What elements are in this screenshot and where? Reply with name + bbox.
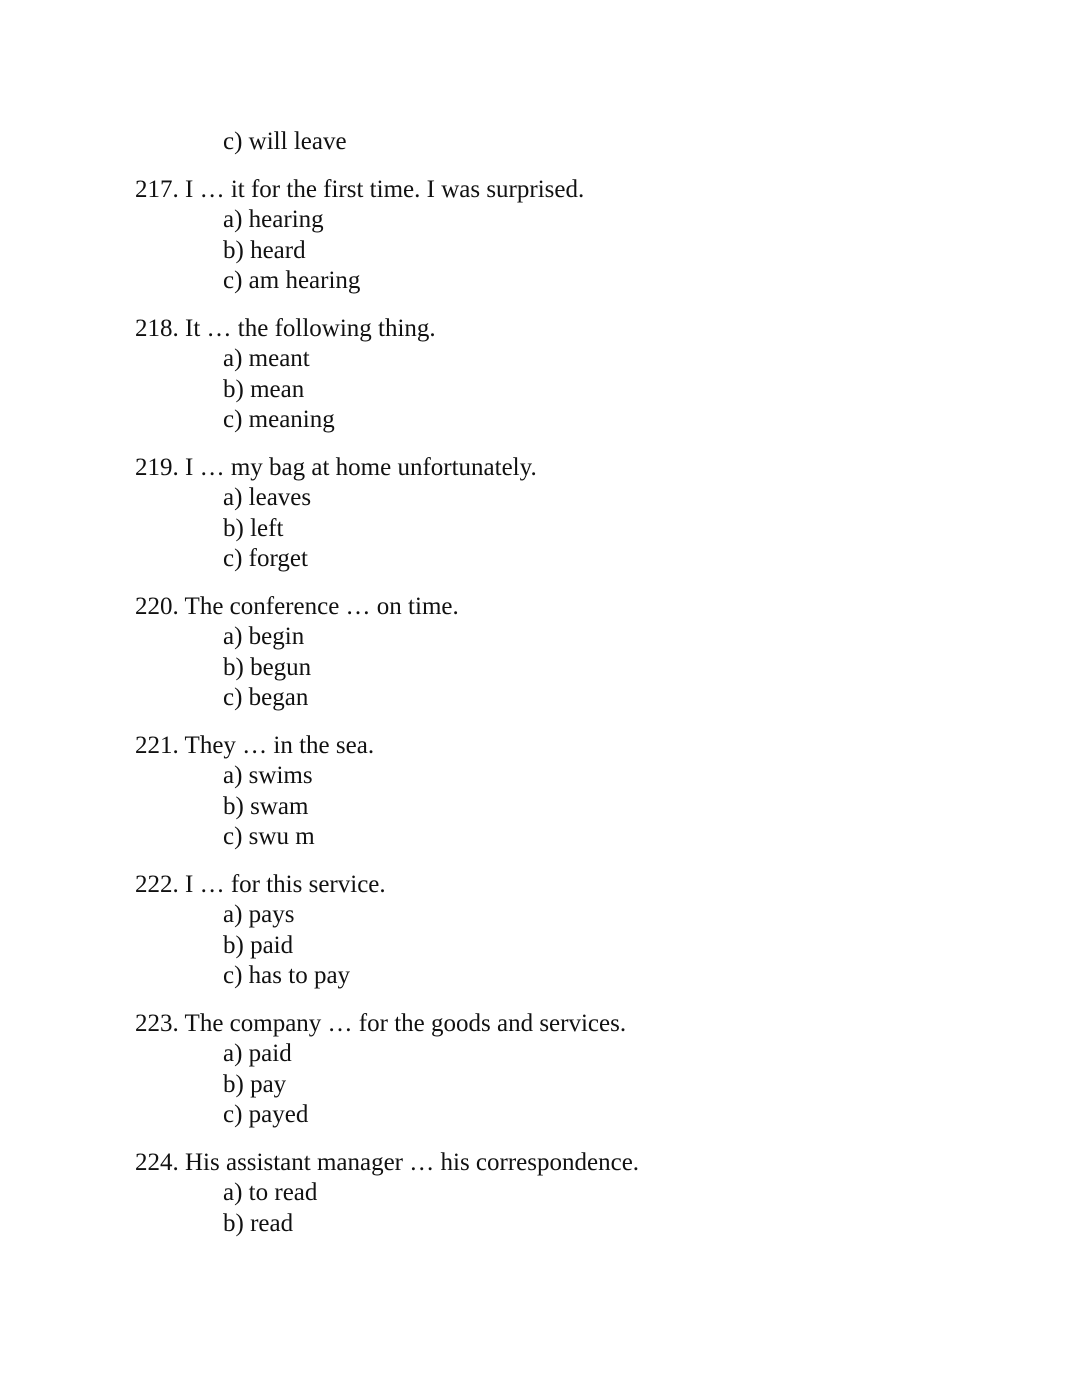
question-block — [0, 870, 1080, 992]
question-text: 223. The company … for the goods and services. — [135, 1009, 627, 1037]
question-text: 221. They … in the sea. — [135, 731, 375, 759]
answer-option: a) leaves — [223, 484, 312, 511]
question-block — [0, 1009, 1080, 1131]
answer-option: b) heard — [223, 236, 306, 264]
answer-option: b) left — [223, 514, 284, 542]
answer-option: a) swims — [223, 762, 313, 789]
answer-option: c) meaning — [223, 406, 335, 433]
question-text: 222. I … for this service. — [135, 870, 386, 898]
answer-option: c) swu m — [223, 823, 315, 850]
answer-option: a) to read — [223, 1179, 318, 1206]
question-block — [0, 592, 1080, 714]
answer-option: b) begun — [223, 653, 312, 681]
question-list — [0, 175, 1080, 1240]
answer-option: a) meant — [223, 345, 310, 372]
answer-option: b) paid — [223, 931, 294, 959]
question-block — [0, 731, 1080, 853]
answer-option: b) read — [223, 1209, 294, 1237]
answer-option: c) forget — [223, 545, 308, 572]
answer-option: a) begin — [223, 623, 305, 650]
answer-option: b) swam — [223, 792, 309, 820]
answer-option: c) payed — [223, 1101, 309, 1128]
question-text: 220. The conference … on time. — [135, 592, 459, 620]
question-text: 219. I … my bag at home unfortunately. — [135, 453, 537, 481]
question-block — [0, 175, 1080, 297]
answer-option: b) mean — [223, 375, 305, 403]
answer-option: c) has to pay — [223, 962, 351, 989]
document-page — [0, 127, 1080, 1239]
answer-option: c) am hearing — [223, 267, 361, 294]
carryover-option: c) will leave — [223, 128, 347, 155]
answer-option: a) pays — [223, 901, 295, 928]
question-block — [0, 453, 1080, 575]
answer-option: b) pay — [223, 1070, 287, 1098]
question-text: 218. It … the following thing. — [135, 314, 436, 342]
question-text: 224. His assistant manager … his correspondence. — [135, 1148, 640, 1176]
answer-option: a) hearing — [223, 206, 324, 233]
answer-option: c) began — [223, 684, 309, 711]
question-text: 217. I … it for the first time. I was surprised. — [135, 175, 585, 203]
question-block — [0, 1148, 1080, 1240]
answer-option: a) paid — [223, 1040, 292, 1067]
question-block — [0, 314, 1080, 436]
